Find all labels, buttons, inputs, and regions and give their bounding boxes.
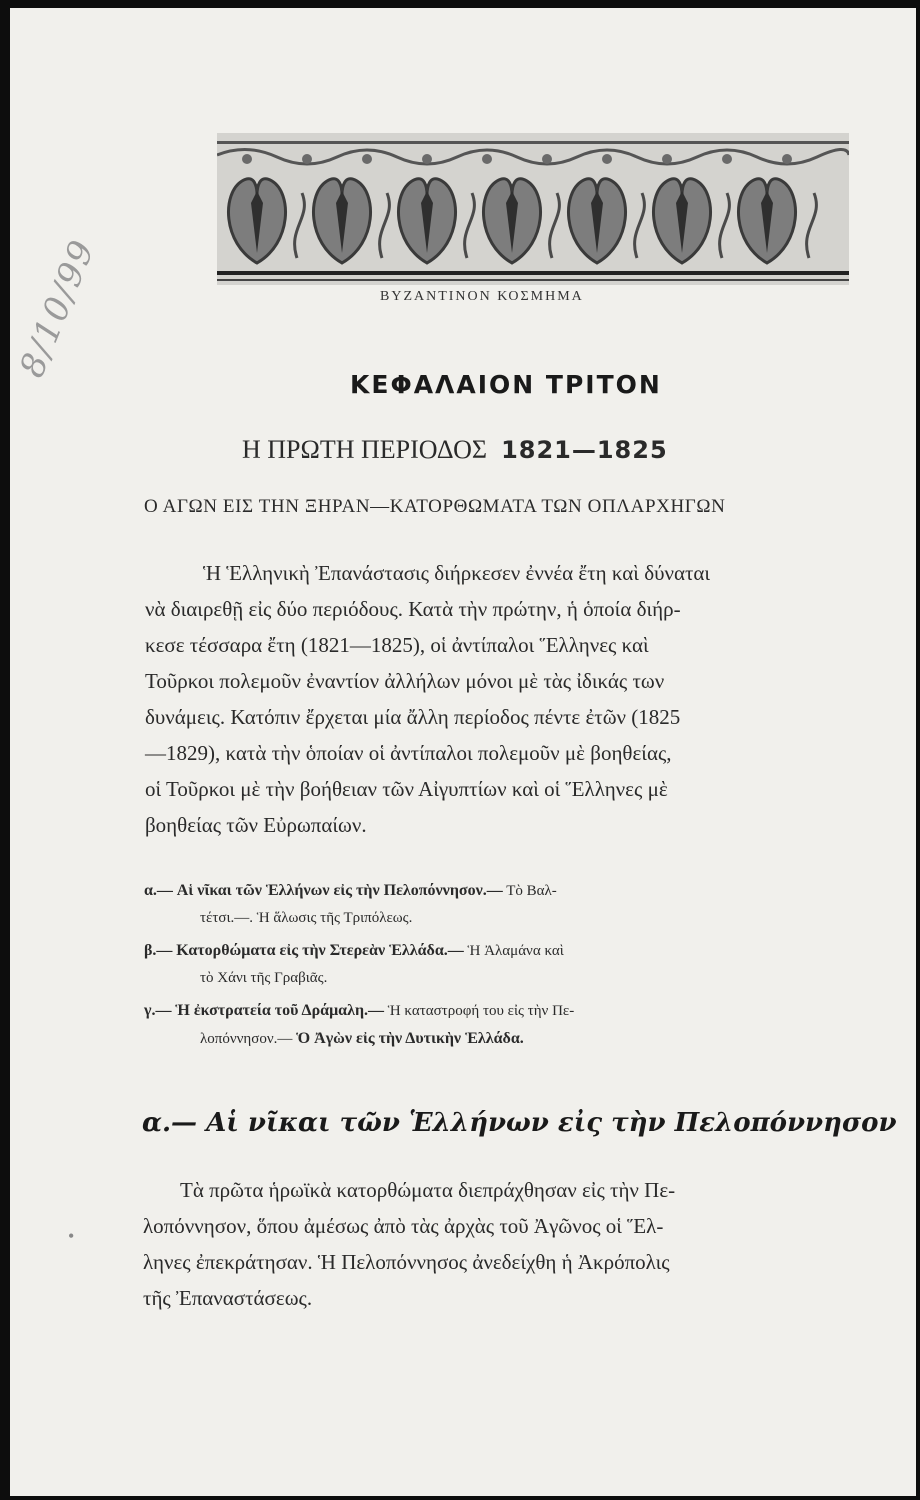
toc-item-title: Αἱ νῖκαι τῶν Ἑλλήνων εἰς τὴν Πελοπόννησον.— — [176, 882, 503, 899]
toc-continuation-title: Ὁ Ἀγὼν εἰς τὴν Δυτικὴν Ἑλλάδα. — [296, 1030, 524, 1047]
byzantine-ornament-icon — [217, 133, 849, 285]
intro-line: Ἡ Ἑλληνικὴ Ἐπανάστασις διήρκεσεν ἐννέα ἔτη καὶ δύναται — [203, 561, 711, 585]
section-line: ληνες ἐπεκράτησαν. Ἡ Πελοπόννησος ἀνεδείχθη ἡ Ἀκρόπολις — [143, 1250, 670, 1274]
toc-item-detail: Τὸ Βαλ- — [506, 883, 557, 899]
toc-item-detail: Ἡ Ἀλαμάνα καὶ — [467, 943, 564, 959]
period-years: 1821—1825 — [501, 436, 668, 464]
toc-item-continuation: τὸ Χάνι τῆς Γραβιᾶς. — [200, 970, 328, 986]
chapter-title: ΚΕΦΑΛΑΙΟΝ ΤΡΙΤΟΝ — [350, 370, 662, 399]
toc-item-title: Κατορθώματα εἰς τὴν Στερεὰν Ἑλλάδα.— — [176, 942, 464, 959]
section-line: λοπόννησον, ὅπου ἀμέσως ἀπὸ τὰς ἀρχὰς τοῦ Ἀγῶνος οἱ Ἕλ- — [143, 1214, 664, 1238]
chapter-subtitle: Ο ΑΓΩΝ ΕΙΣ ΤΗΝ ΞΗΡΑΝ—ΚΑΤΟΡΘΩΜΑΤΑ ΤΩΝ ΟΠΛΑΡΧΗΓΩΝ — [144, 496, 726, 517]
toc-item-continuation: τέτσι.—. Ἡ ἅλωσις τῆς Τριπόλεως. — [200, 910, 413, 926]
handwritten-margin-note: 8/10/99 — [12, 233, 104, 383]
intro-line: νὰ διαιρεθῇ εἰς δύο περιόδους. Κατὰ τὴν πρώτην, ἡ ὁποία διήρ- — [145, 597, 681, 621]
intro-line: δυνάμεις. Κατόπιν ἔρχεται μία ἄλλη περίοδος πέντε ἐτῶν (1825 — [145, 705, 681, 729]
toc-item-continuation — [200, 1030, 524, 1048]
intro-line: Τοῦρκοι πολεμοῦν ἐναντίον ἀλλήλων μόνοι μὲ τὰς ἰδικάς των — [145, 669, 665, 693]
toc-item-detail: Ἡ καταστροφή του εἰς τὴν Πε- — [387, 1003, 575, 1019]
toc-marker: γ.— — [144, 1002, 172, 1019]
toc-marker: β.— — [144, 942, 173, 959]
intro-line: κεσε τέσσαρα ἔτη (1821—1825), οἱ ἀντίπαλοι Ἕλληνες καὶ — [145, 633, 649, 657]
toc-item-title: Ἡ ἐκστρατεία τοῦ Δράμαλη.— — [175, 1002, 385, 1019]
toc-item — [144, 882, 557, 900]
intro-line: βοηθείας τῶν Εὐρωπαίων. — [145, 813, 367, 837]
section-heading: α.— Αἱ νῖκαι τῶν Ἑλλήνων εἰς τὴν Πελοπόννησον — [142, 1108, 897, 1138]
stray-mark: • — [68, 1226, 75, 1246]
toc-item — [144, 942, 564, 960]
ornament-caption: ΒΥΖΑΝΤΙΝΟΝ ΚΟΣΜΗΜΑ — [380, 289, 584, 304]
toc-marker: α.— — [144, 882, 173, 899]
intro-line: —1829), κατὰ τὴν ὁποίαν οἱ ἀντίπαλοι πολεμοῦν μὲ βοηθείας, — [145, 741, 672, 765]
section-line: τῆς Ἐπαναστάσεως. — [143, 1286, 313, 1310]
period-heading — [242, 435, 668, 465]
toc-continuation-text: λοπόννησον.— — [200, 1031, 293, 1047]
toc-item — [144, 1002, 574, 1020]
period-title: Η ΠΡΩΤΗ ΠΕΡΙΟΔΟΣ — [242, 435, 488, 464]
intro-line: οἱ Τοῦρκοι μὲ τὴν βοήθειαν τῶν Αἰγυπτίων καὶ οἱ Ἕλληνες μὲ — [145, 777, 668, 801]
book-page — [10, 8, 916, 1496]
section-line: Τὰ πρῶτα ἡρωϊκὰ κατορθώματα διεπράχθησαν εἰς τὴν Πε- — [180, 1178, 676, 1202]
